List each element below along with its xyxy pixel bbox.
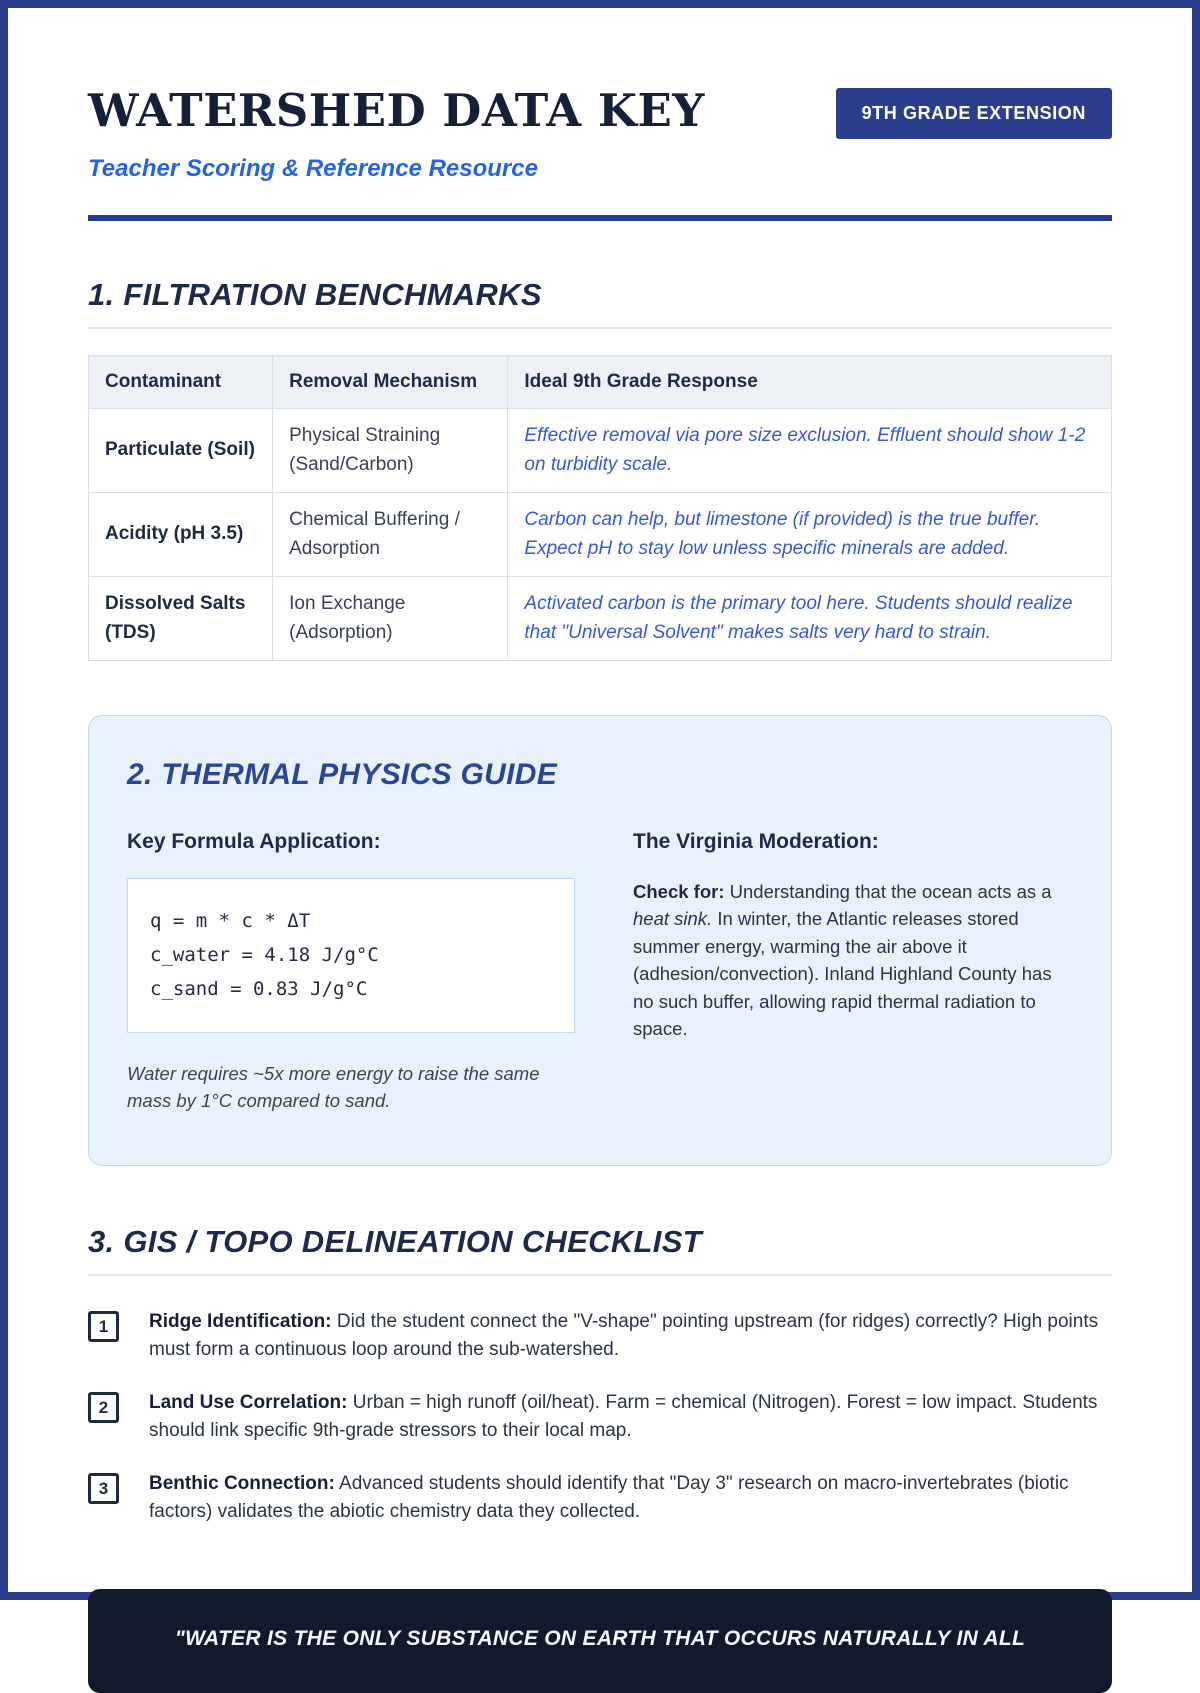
formula-caption: Water requires ~5x more energy to raise the same mass by 1°C compared to sand. (127, 1063, 540, 1112)
footer-quote-text: "WATER IS THE ONLY SUBSTANCE ON EARTH THAT OCCURS NATURALLY IN ALL (174, 1627, 1026, 1651)
formula-title: Key Formula Application: (127, 830, 381, 853)
moderation-column (633, 830, 1073, 1115)
checklist-item-text (149, 1470, 1112, 1525)
section-3-heading: 3. GIS / TOPO DELINEATION CHECKLIST (88, 1224, 1112, 1276)
list-item (88, 1389, 1112, 1444)
checklist-number-box: 3 (88, 1473, 119, 1504)
page-title: WATERSHED DATA KEY (88, 84, 705, 137)
section-gis-checklist (88, 1224, 1112, 1525)
cell-response: Effective removal via pore size exclusion. Effluent should show 1-2 on turbidity scale. (508, 409, 1112, 493)
table-row (89, 577, 1112, 661)
benchmarks-table (88, 355, 1112, 661)
checklist-item-body: Urban = high runoff (oil/heat). Farm = chemical (Nitrogen). Forest = low impact. Students should link specific 9th-grade stressors to their local map. (149, 1392, 1098, 1441)
cell-contaminant: Acidity (pH 3.5) (89, 493, 273, 577)
header (88, 84, 1112, 139)
checklist-item-text (149, 1389, 1112, 1444)
checklist-number-box: 1 (88, 1311, 119, 1342)
table-row (89, 493, 1112, 577)
checklist-number-box: 2 (88, 1392, 119, 1423)
grade-extension-badge: 9TH GRADE EXTENSION (836, 88, 1112, 139)
cell-response: Carbon can help, but limestone (if provided) is the true buffer. Expect pH to stay low unless specific minerals are added. (508, 493, 1112, 577)
table-header-row (89, 356, 1112, 409)
checklist (88, 1308, 1112, 1525)
checklist-item-label: Ridge Identification: (149, 1311, 332, 1333)
moderation-title: The Virginia Moderation: (633, 830, 879, 853)
col-header-response: Ideal 9th Grade Response (508, 356, 1112, 409)
footer-quote-bar (88, 1589, 1112, 1693)
formula-code-box (127, 878, 575, 1033)
checklist-item-label: Land Use Correlation: (149, 1392, 348, 1414)
heat-sink-emphasis: heat sink. (633, 908, 713, 930)
moderation-paragraph (633, 878, 1073, 1042)
col-header-contaminant: Contaminant (89, 356, 273, 409)
cell-contaminant: Dissolved Salts (TDS) (89, 577, 273, 661)
cell-mechanism: Physical Straining (Sand/Carbon) (273, 409, 508, 493)
moderation-text: In winter, the Atlantic releases stored summer energy, warming the air above it (adhesion/convection). Inland Highland County has no such buffer, allowing rapid thermal radiation to space. (633, 908, 1052, 1039)
document-page (8, 84, 1192, 1693)
formula-column (127, 830, 575, 1115)
formula-line: c_water = 4.18 J/g°C (150, 943, 379, 966)
check-for-label: Check for: (633, 881, 725, 902)
formula-line: q = m * c * ΔT (150, 910, 311, 932)
section-thermal-physics-guide (88, 715, 1112, 1166)
list-item (88, 1470, 1112, 1525)
checklist-item-body: Did the student connect the "V-shape" pointing upstream (for ridges) correctly? High points must form a continuous loop around the sub-watershed. (149, 1311, 1099, 1360)
checklist-item-body: Advanced students should identify that "Day 3" research on macro-invertebrates (biotic factors) validates the abiotic chemistry data they collected. (149, 1473, 1069, 1522)
checklist-item-label: Benthic Connection: (149, 1473, 335, 1495)
list-item (88, 1308, 1112, 1363)
cell-response: Activated carbon is the primary tool here. Students should realize that "Universal Solvent" makes salts very hard to strain. (508, 577, 1112, 661)
checklist-item-text (149, 1308, 1112, 1363)
formula-line: c_sand = 0.83 J/g°C (150, 977, 368, 1000)
header-divider (88, 215, 1112, 221)
cell-contaminant: Particulate (Soil) (89, 409, 273, 493)
cell-mechanism: Ion Exchange (Adsorption) (273, 577, 508, 661)
col-header-mechanism: Removal Mechanism (273, 356, 508, 409)
section-filtration-benchmarks (88, 277, 1112, 661)
section-1-heading: 1. FILTRATION BENCHMARKS (88, 277, 1112, 329)
thermal-columns (127, 830, 1073, 1115)
table-row (89, 409, 1112, 493)
section-2-heading: 2. THERMAL PHYSICS GUIDE (127, 758, 558, 791)
cell-mechanism: Chemical Buffering / Adsorption (273, 493, 508, 577)
page-subtitle: Teacher Scoring & Reference Resource (88, 155, 538, 182)
moderation-text: Understanding that the ocean acts as a (729, 881, 1052, 902)
header-titles (88, 84, 705, 137)
